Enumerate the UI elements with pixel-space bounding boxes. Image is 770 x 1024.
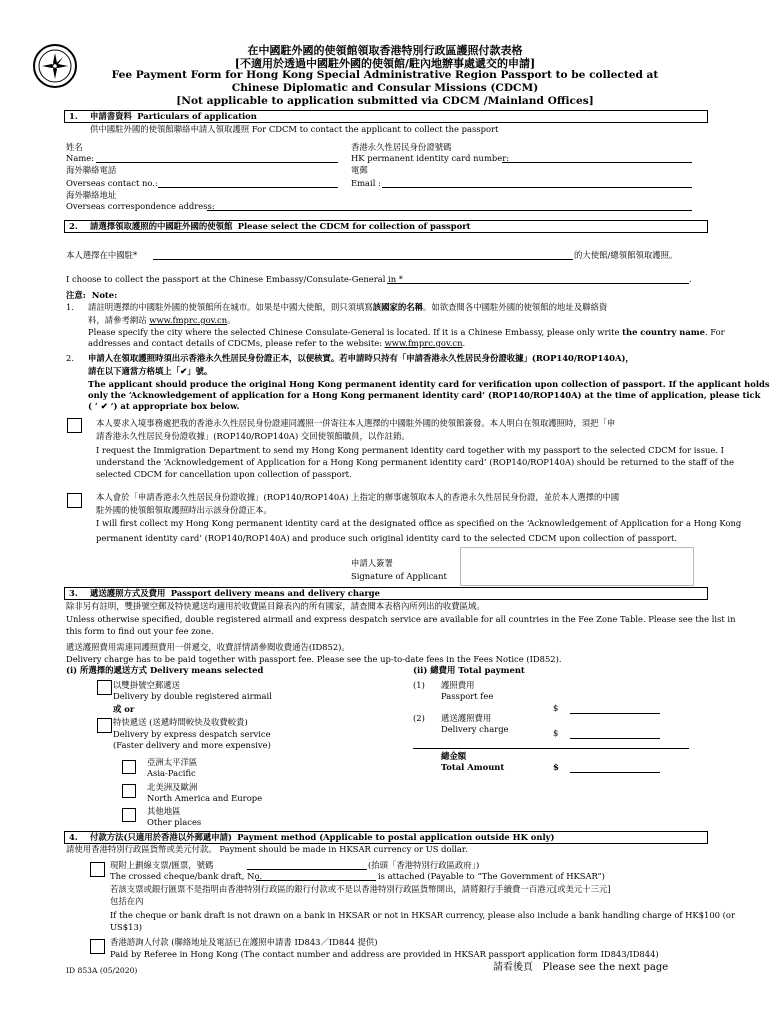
form-id: ID 853A (05/2020) <box>66 966 138 975</box>
note-2-number: 2. <box>66 353 74 363</box>
total-divider <box>413 748 689 749</box>
note-2-en-1: The applicant should produce the original Hong Kong permanent identity card for verification upon collection of passport. If the applicant holds <box>88 379 770 389</box>
section-4-number: 4. <box>69 832 78 842</box>
airmail-label-zh: 以雙掛號空郵遞送 <box>113 680 180 690</box>
cheque-label-zh-a: 現附上劃線支票/匯票，號碼 <box>110 860 214 870</box>
cheque-label-en-a: The crossed cheque/bank draft, No. <box>110 871 263 881</box>
section-2-title-en: Please select the CDCM for collection of passport <box>237 221 471 231</box>
other-places-checkbox[interactable] <box>122 808 136 822</box>
next-page-note: 請看後頁 Please see the next page <box>493 962 669 973</box>
title-en-1: Fee Payment Form for Hong Kong Special Administrative Region Passport to be collected at <box>111 69 659 81</box>
section-3-title-zh: 遞送護照方式及費用 <box>90 588 166 598</box>
cdcm-choice-en-prefix: I choose to collect the passport at the Chinese Embassy/Consulate-General in * <box>66 274 403 284</box>
cdcm-choice-zh-prefix: 本人選擇在中國駐* <box>66 250 138 260</box>
name-label-en: Name: <box>66 153 95 163</box>
total-amount-field[interactable] <box>570 772 660 773</box>
bank-charge-en-1: If the cheque or bank draft is not drawn on a bank in HKSAR or not in HKSAR currency, please also include a bank handling charge of HK$100 (or <box>110 910 735 920</box>
option-1-en-1: I request the Immigration Department to send my Hong Kong permanent identity card together with my passport to the selected CDCM for issue. I <box>96 445 724 455</box>
option-1-zh-1: 本人要求入境事務處把我的香港永久性居民身份證連同護照一併寄往本人選擇的中國駐外國的使領館簽發。本人明白在領取護照時，須把「申 <box>96 418 616 428</box>
option-1-zh-2: 請香港永久性居民身份證收據」(ROP140/ROP140A) 交回使領館職員，以作註銷。 <box>96 431 410 441</box>
delivery-para-1-en-1: Unless otherwise specified, double registered airmail and express despatch service are available for all countries in the Fee Zone Table. Please see the list in <box>66 614 736 624</box>
note-2-en-3: ( ‘ ✔ ’) at appropriate box below. <box>88 401 240 411</box>
or-label: 或 or <box>113 704 135 714</box>
note-1-en-2: addresses and contact details of CDCMs, please refer to the website: www.fmprc.gov.cn. <box>88 338 466 348</box>
north-america-europe-label-zh: 北美洲及歐洲 <box>147 782 198 792</box>
email-label-zh: 電郵 <box>351 165 368 175</box>
section-2-title-zh: 請選擇領取護照的中國駐外國的使領館 <box>90 221 233 231</box>
section-3-header <box>64 587 708 600</box>
express-label-en-2: (Faster delivery and more expensive) <box>113 740 271 750</box>
section-1-header <box>64 110 708 123</box>
payment-currency-note: 請使用香港特別行政區貨幣或美元付款。 Payment should be made in HKSAR currency or US dollar. <box>66 844 468 854</box>
delivery-para-2-en: Delivery charge has to be paid together with passport fee. Please see the up-to-date fees in the Fees Notice (ID852). <box>66 654 562 664</box>
passport-fee-currency: $ <box>553 703 559 713</box>
cheque-number-field-zh[interactable] <box>247 869 367 870</box>
option-2-en-1: I will first collect my Hong Kong permanent identity card at the designated office as specified on the ‘Acknowledgement of Application for a Hong Kong <box>96 518 742 528</box>
note-1-en-1: Please specify the city where the selected Chinese Consulate-General is located. If it is a Chinese Embassy, please only write the country name. For <box>88 327 725 337</box>
passport-fee-field[interactable] <box>570 713 660 714</box>
bank-charge-zh-1: 若該支票或銀行匯票不是指明由香港特別行政區的銀行付款或不是以香港特別行政區貨幣開出，請將銀行手續費一百港元[或美元十三元] <box>110 884 611 894</box>
collect-id-card-first-checkbox[interactable] <box>67 493 82 508</box>
option-2-en-2: permanent identity card’ (ROP140/ROP140A) and produce such original identity card to the selected CDCM upon collection of passport. <box>96 533 678 543</box>
name-label-zh: 姓名 <box>66 142 83 152</box>
other-places-label-zh: 其他地區 <box>147 806 181 816</box>
section-4-title-en: Payment method (Applicable to postal application outside HK only) <box>237 832 555 842</box>
cheque-label-zh-b: (抬頭「香港特別行政區政府」) <box>368 860 480 870</box>
title-zh-2: [不適用於透過中國駐外國的使領館/駐內地辦事處遞交的申請] <box>234 57 536 70</box>
section-4-header <box>64 831 708 844</box>
fmprc-link-en[interactable]: www.fmprc.gov.cn <box>384 338 463 348</box>
north-america-europe-checkbox[interactable] <box>122 784 136 798</box>
phone-field[interactable] <box>158 187 338 188</box>
express-label-en-1: Delivery by express despatch service <box>113 729 271 739</box>
total-amount-label-en: Total Amount <box>441 762 505 772</box>
delivery-para-1-en-2: this form to find out your fee zone. <box>66 626 214 636</box>
option-1-en-3: selected CDCM for cancellation upon collection of passport. <box>96 469 352 479</box>
section-4-title-zh: 付款方法(只適用於香港以外郵遞申請) <box>90 832 232 842</box>
option-2-zh-2: 駐外國的使領館領取護照時出示該身份證正本。 <box>96 505 272 515</box>
phone-label-en: Overseas contact no.: <box>66 178 158 188</box>
express-checkbox[interactable] <box>97 718 112 733</box>
cheque-number-field-en[interactable] <box>256 880 376 881</box>
delivery-para-1-zh: 除非另有註明，雙掛號空郵及特快遞送均適用於收費區目錄表內的所有國家，請查閱本表格內所列出的收費區域。 <box>66 601 485 611</box>
express-label-zh: 特快遞送 (送遞時間較快及收費較貴) <box>113 717 248 727</box>
referee-payment-label-en: Paid by Referee in Hong Kong (The contact number and address are provided in HKSAR passport application form ID843/ID844) <box>110 949 659 959</box>
title-en-3: [Not applicable to application submitted via CDCM /Mainland Offices] <box>176 95 594 107</box>
hkid-label-en: HK permanent identity card number: <box>351 153 510 163</box>
asia-pacific-checkbox[interactable] <box>122 760 136 774</box>
hkid-label-zh: 香港永久性居民身份證號碼 <box>351 142 452 152</box>
airmail-label-en: Delivery by double registered airmail <box>113 691 272 701</box>
section-1-title-en: Particulars of application <box>137 111 257 121</box>
section-3-title-en: Passport delivery means and delivery charge <box>170 588 380 598</box>
referee-payment-checkbox[interactable] <box>90 939 105 954</box>
airmail-checkbox[interactable] <box>97 680 112 695</box>
phone-label-zh: 海外聯絡電話 <box>66 165 117 175</box>
section-3-number: 3. <box>69 588 78 598</box>
bank-charge-en-2: US$13) <box>110 922 143 932</box>
delivery-charge-currency: $ <box>553 728 559 738</box>
fee-2-number: (2) <box>413 713 425 723</box>
delivery-means-heading: (i) 所選擇的遞送方式 Delivery means selected <box>66 665 264 675</box>
cdcm-choice-zh-suffix: 的大使館/總領館領取護照。 <box>574 250 678 260</box>
note-label: 注意: Note: <box>66 290 118 300</box>
asia-pacific-label-en: Asia-Pacific <box>147 768 196 778</box>
email-label-en: Email : <box>351 178 381 188</box>
referee-payment-label-zh: 香港諮詢人付款 (聯絡地址及電話已在護照申請書 ID843／ID844 提供) <box>110 937 378 947</box>
asia-pacific-label-zh: 亞洲太平洋區 <box>147 757 198 767</box>
note-2-zh-2: 請在以下適當方格填上「✔」號。 <box>88 366 213 376</box>
note-1-zh-2: 料，請參考網站 www.fmprc.gov.cn。 <box>88 315 236 325</box>
section-2-header <box>64 220 708 233</box>
passport-fee-label-en: Passport fee <box>441 691 494 701</box>
bank-charge-zh-2: 包括在內 <box>110 896 144 906</box>
total-amount-label-zh: 總金額 <box>441 751 467 761</box>
north-america-europe-label-en: North America and Europe <box>147 793 263 803</box>
note-2-en-2: only the ‘Acknowledgement of application for a Hong Kong permanent identity card’ (ROP140/ROP140A) at the time of application, please tick <box>88 390 761 400</box>
other-places-label-en: Other places <box>147 817 202 827</box>
cdcm-choice-en-field[interactable] <box>387 283 689 284</box>
hkid-field[interactable] <box>502 162 692 163</box>
note-1-number: 1. <box>66 302 74 312</box>
passport-fee-label-zh: 護照費用 <box>441 680 475 690</box>
total-amount-currency: $ <box>553 762 559 772</box>
address-field[interactable] <box>207 210 692 211</box>
delivery-charge-label-en: Delivery charge <box>441 724 509 734</box>
section-1-subtitle: 供中國駐外國的使領館聯絡申請人領取護照 For CDCM to contact the applicant to collect the passport <box>90 124 499 134</box>
option-1-en-2: understand the ‘Acknowledgement of Application for a Hong Kong permanent identity card’ (ROP140/ROP140A) should be returned to the staff of the <box>96 457 735 467</box>
address-label-en: Overseas correspondence address: <box>66 201 215 211</box>
cdcm-choice-zh-field[interactable] <box>153 259 573 260</box>
delivery-para-2-zh: 遞送護照費用需連同護照費用一併遞交，收費詳情請參閱收費通告(ID852)。 <box>66 642 350 652</box>
section-2-number: 2. <box>69 221 78 231</box>
fmprc-link[interactable]: www.fmprc.gov.cn <box>149 315 228 325</box>
cheque-label-en-b: is attached (Payable to “The Government of HKSAR”) <box>378 871 605 881</box>
signature-box[interactable] <box>460 547 694 586</box>
total-payment-heading: (ii) 總費用 Total payment <box>413 665 525 675</box>
name-field[interactable] <box>96 162 338 163</box>
title-zh-1: 在中國駐外國的使領館領取香港特別行政區護照付款表格 <box>247 44 523 57</box>
section-1-number: 1. <box>69 111 78 121</box>
section-1-title-zh: 申請書資料 <box>90 111 132 121</box>
send-id-card-checkbox[interactable] <box>67 418 82 433</box>
signature-label-en: Signature of Applicant <box>351 571 447 581</box>
cdcm-choice-en-suffix: . <box>689 274 692 284</box>
address-label-zh: 海外聯絡地址 <box>66 190 117 200</box>
cheque-checkbox[interactable] <box>90 862 105 877</box>
option-2-zh-1: 本人會於「申請香港永久性居民身份證收據」(ROP140/ROP140A) 上指定的辦事處領取本人的香港永久性居民身份證，並於本人選擇的中國 <box>96 492 620 502</box>
fee-1-number: (1) <box>413 680 425 690</box>
signature-label-zh: 申請人簽署 <box>351 558 393 568</box>
delivery-charge-field[interactable] <box>570 738 660 739</box>
note-1-zh-1: 請註明選擇的中國駐外國的使領館所在城市。如果是中國大使館，則只須填寫該國家的名稱。如欲查閱各中國駐外國的使領館的地址及聯絡資 <box>88 302 608 312</box>
delivery-charge-label-zh: 遞送護照費用 <box>441 713 492 723</box>
note-2-zh-1: 申請人在領取護照時須出示香港永久性居民身份證正本，以便核實。若申請時只持有「申請香港永久性居民身份證收據」(ROP140/ROP140A)， <box>88 353 634 363</box>
title-en-2: Chinese Diplomatic and Consular Missions (CDCM) <box>231 82 539 94</box>
email-field[interactable] <box>382 187 692 188</box>
